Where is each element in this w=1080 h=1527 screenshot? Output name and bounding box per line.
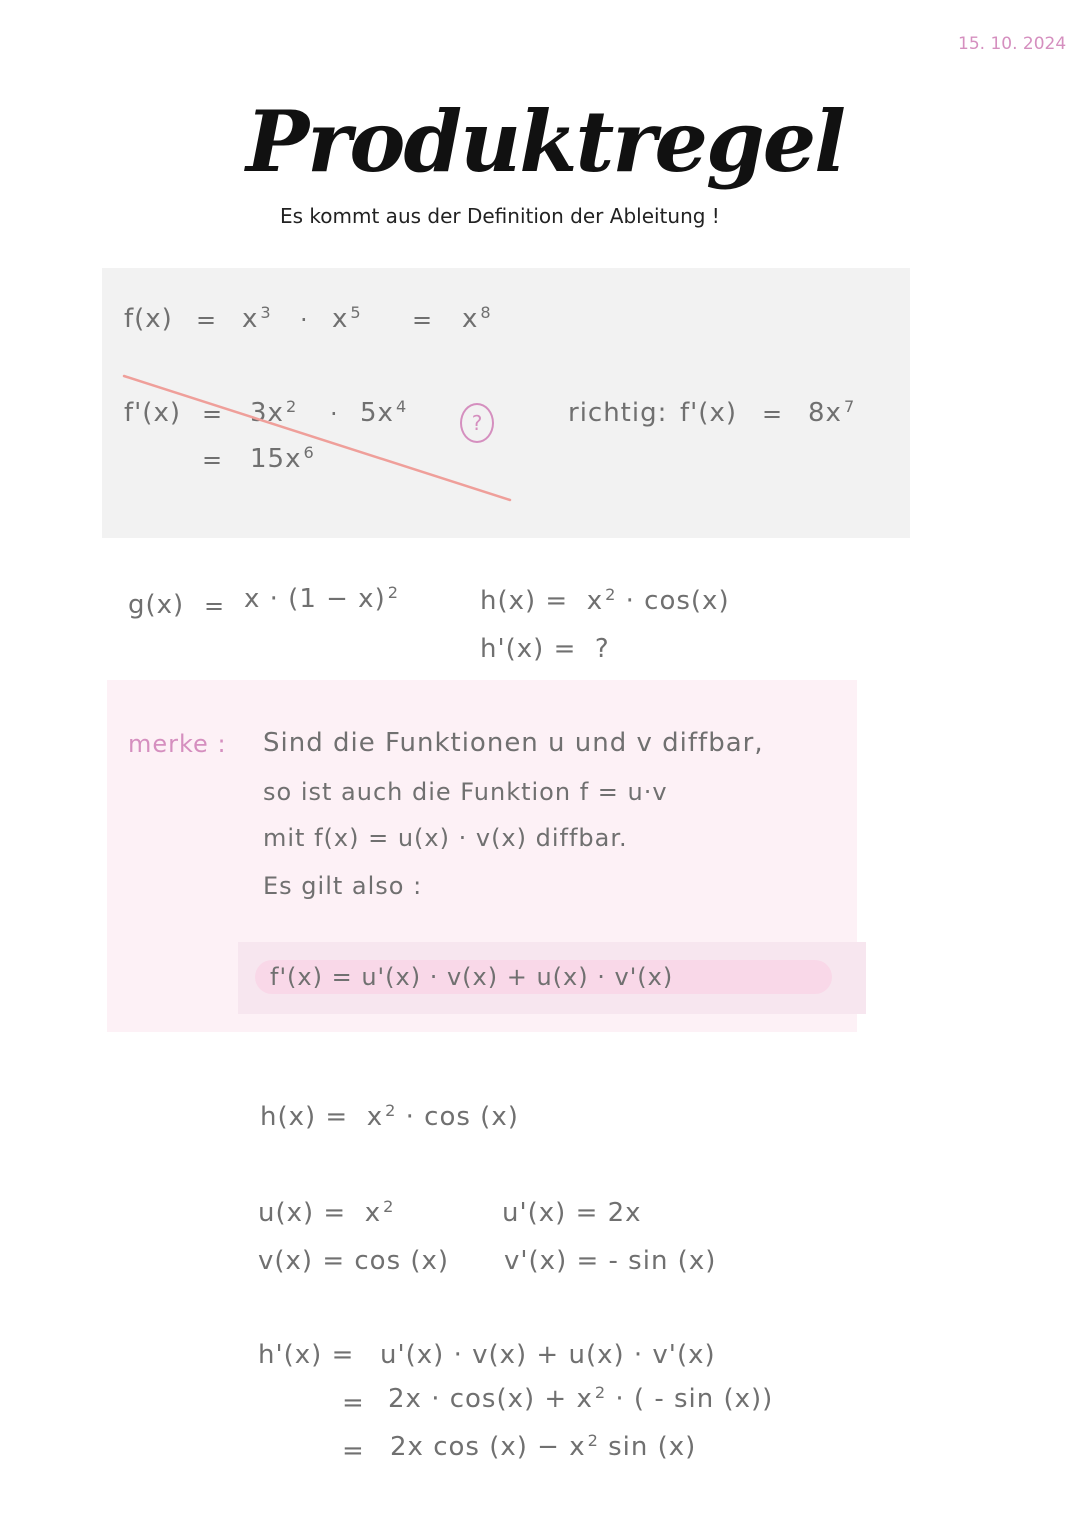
- correct-label: richtig:: [568, 398, 668, 428]
- h-prime-step-2: 2x · cos(x) + x $^2$ · ( - sin (x)): [388, 1383, 774, 1414]
- h-prime-step-3: 2x cos (x) − x $^2$ sin (x): [390, 1431, 697, 1462]
- merke-line-4: Es gilt also :: [263, 872, 423, 900]
- eq-sign: =: [342, 1388, 365, 1418]
- page-title: Produktregel: [246, 92, 845, 191]
- u-prime: u'(x) = 2x: [502, 1198, 642, 1228]
- eq-sign: =: [762, 400, 784, 428]
- h-prime-step-1: u'(x) · v(x) + u(x) · v'(x): [380, 1340, 716, 1370]
- correct-lhs: f'(x): [680, 398, 737, 428]
- u-definition: u(x) = x $^2$: [258, 1197, 395, 1228]
- eq-sign: =: [412, 306, 434, 334]
- fprime-lhs: f'(x): [124, 398, 181, 428]
- dot: ·: [300, 306, 309, 334]
- question-circle-icon: ?: [460, 403, 494, 443]
- subtitle: Es kommt aus der Definition der Ableitung !: [280, 204, 720, 228]
- date: 15. 10. 2024: [958, 34, 1067, 54]
- g-lhs: g(x): [128, 590, 185, 620]
- eq-sign: =: [342, 1436, 365, 1466]
- term-x8: x $^8$: [462, 303, 492, 334]
- wrong-term-3x2: 3x $^2$: [250, 397, 298, 428]
- h-prime-question: h'(x) = ?: [480, 634, 610, 664]
- v-prime: v'(x) = - sin (x): [504, 1246, 717, 1276]
- correct-rhs: 8x $^7$: [808, 397, 856, 428]
- merke-line-3: mit f(x) = u(x) · v(x) diffbar.: [263, 824, 628, 852]
- g-rhs: x · (1 − x) $^2$: [244, 583, 399, 614]
- h-definition: h(x) = x $^2$ · cos(x): [480, 585, 730, 616]
- worked-h-definition: h(x) = x $^2$ · cos (x): [260, 1101, 519, 1132]
- term-x5: x $^5$: [332, 303, 362, 334]
- eq-sign: =: [196, 306, 218, 334]
- eq-sign: =: [204, 592, 226, 620]
- product-rule-formula: f'(x) = u'(x) · v(x) + u(x) · v'(x): [270, 963, 674, 991]
- dot: ·: [330, 400, 339, 428]
- wrong-term-5x4: 5x $^4$: [360, 397, 408, 428]
- eq-sign: =: [202, 400, 224, 428]
- merke-line-2: so ist auch die Funktion f = u·v: [263, 778, 668, 806]
- f-lhs: f(x): [124, 304, 173, 334]
- merke-line-1: Sind die Funktionen u und v diffbar,: [263, 728, 764, 758]
- merke-label: merke :: [128, 730, 227, 758]
- term-x3: x $^3$: [242, 303, 272, 334]
- h-prime-lhs: h'(x) =: [258, 1340, 355, 1370]
- wrong-term-15x6: 15x $^6$: [250, 443, 315, 474]
- eq-sign: =: [202, 446, 224, 474]
- v-definition: v(x) = cos (x): [258, 1246, 450, 1276]
